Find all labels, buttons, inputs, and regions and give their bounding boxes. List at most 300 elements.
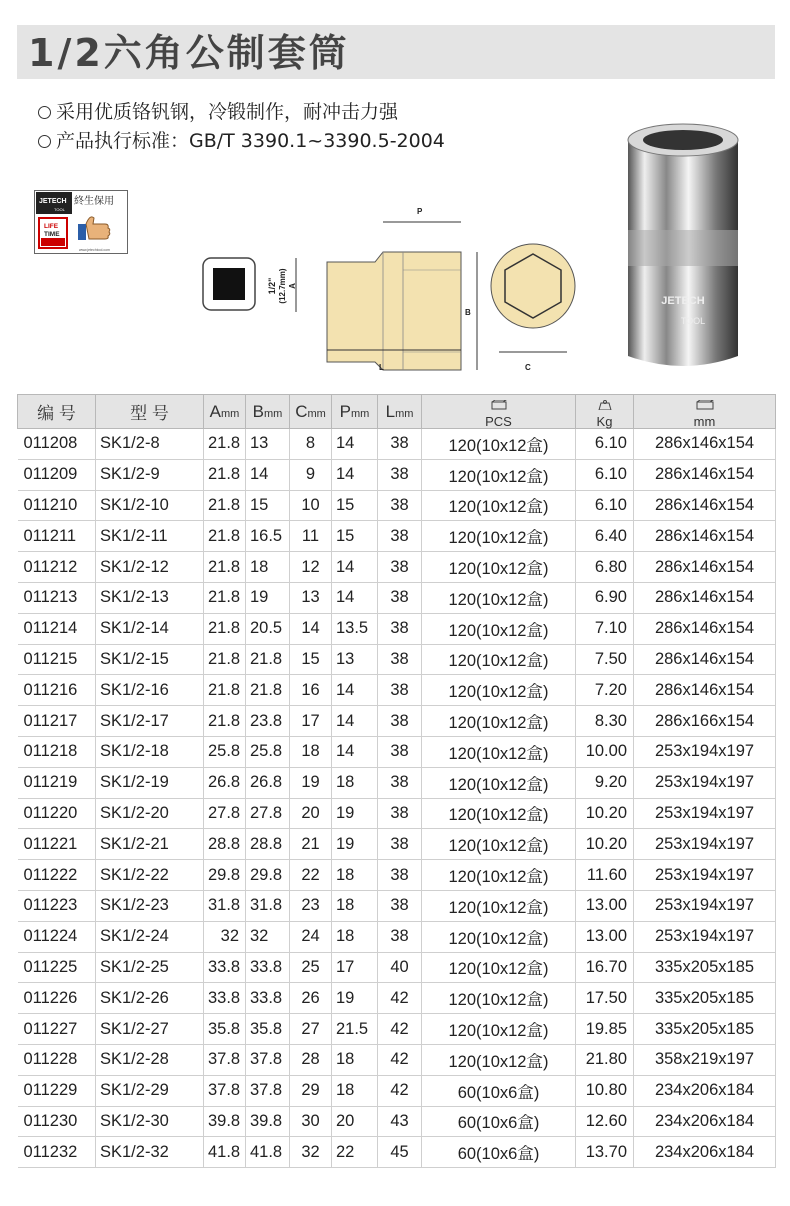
table-row [18,521,776,552]
cell-kg: 7.10 [576,613,634,644]
cell-b: 29.8 [246,860,290,891]
table-row [18,952,776,983]
cell-c: 32 [290,1137,332,1168]
cell-code: 011225 [18,952,96,983]
cell-code: 011216 [18,675,96,706]
cell-c: 24 [290,921,332,952]
cell-p: 18 [332,860,378,891]
dim-b-label: B [465,308,471,317]
cell-p: 14 [332,429,378,460]
cell-kg: 16.70 [576,952,634,983]
cell-kg: 10.20 [576,829,634,860]
table-row [18,983,776,1014]
cell-pcs: 120(10x12盒) [422,1014,576,1045]
header-b: Bmm [246,395,290,429]
cell-box-size: 253x194x197 [634,798,776,829]
cell-pcs: 120(10x12盒) [422,890,576,921]
cell-p: 15 [332,490,378,521]
cell-a: 32 [204,921,246,952]
dim-p-label: P [417,207,423,216]
cell-a: 33.8 [204,952,246,983]
header-code: 编 号 [18,395,96,429]
cell-l: 42 [378,1075,422,1106]
cell-pcs: 120(10x12盒) [422,767,576,798]
cell-kg: 12.60 [576,1106,634,1137]
cell-a: 21.8 [204,521,246,552]
cell-code: 011208 [18,429,96,460]
cell-model: SK1/2-24 [96,921,204,952]
table-row [18,582,776,613]
cell-code: 011226 [18,983,96,1014]
cell-code: 011230 [18,1106,96,1137]
cell-code: 011212 [18,552,96,583]
cell-c: 27 [290,1014,332,1045]
cell-l: 38 [378,767,422,798]
cell-kg: 6.10 [576,429,634,460]
cell-model: SK1/2-23 [96,890,204,921]
cell-c: 16 [290,675,332,706]
cell-code: 011232 [18,1137,96,1168]
cell-b: 20.5 [246,613,290,644]
badge-time: TIME [44,231,60,238]
cell-l: 38 [378,736,422,767]
badge-brand: JETECH [39,198,67,205]
table-row [18,706,776,737]
cell-box-size: 234x206x184 [634,1137,776,1168]
cell-kg: 13.00 [576,921,634,952]
cell-p: 14 [332,459,378,490]
cell-box-size: 335x205x185 [634,952,776,983]
cell-a: 21.8 [204,644,246,675]
cell-code: 011211 [18,521,96,552]
cell-l: 38 [378,798,422,829]
cell-pcs: 120(10x12盒) [422,490,576,521]
cell-box-size: 286x146x154 [634,490,776,521]
cell-c: 28 [290,1044,332,1075]
cell-p: 19 [332,798,378,829]
bullet-circle-icon [38,135,51,148]
cell-box-size: 234x206x184 [634,1106,776,1137]
photo-brand: JETECH [661,295,705,307]
cell-pcs: 120(10x12盒) [422,921,576,952]
cell-c: 19 [290,767,332,798]
cell-box-size: 358x219x197 [634,1044,776,1075]
cell-model: SK1/2-10 [96,490,204,521]
table-row [18,1044,776,1075]
page-title: 1/2六角公制套筒 [28,31,350,75]
table-row [18,429,776,460]
cell-box-size: 253x194x197 [634,736,776,767]
cell-l: 38 [378,613,422,644]
cell-kg: 7.50 [576,644,634,675]
table-row [18,1014,776,1045]
socket-product-photo [608,118,758,376]
cell-c: 21 [290,829,332,860]
cell-c: 18 [290,736,332,767]
cell-a: 21.8 [204,552,246,583]
cell-pcs: 120(10x12盒) [422,983,576,1014]
cell-code: 011209 [18,459,96,490]
cell-l: 38 [378,521,422,552]
table-row [18,921,776,952]
cell-kg: 9.20 [576,767,634,798]
cell-l: 38 [378,552,422,583]
cell-box-size: 253x194x197 [634,829,776,860]
cell-b: 32 [246,921,290,952]
cell-p: 14 [332,582,378,613]
cell-a: 21.8 [204,613,246,644]
cell-pcs: 120(10x12盒) [422,552,576,583]
cell-p: 18 [332,890,378,921]
table-row [18,1106,776,1137]
cell-p: 19 [332,983,378,1014]
cell-l: 38 [378,890,422,921]
cell-p: 14 [332,552,378,583]
cell-l: 38 [378,675,422,706]
square-drive-hole [213,268,245,300]
cell-l: 42 [378,1014,422,1045]
cell-l: 38 [378,459,422,490]
cell-kg: 6.10 [576,490,634,521]
cell-box-size: 286x146x154 [634,675,776,706]
cell-a: 29.8 [204,860,246,891]
cell-l: 40 [378,952,422,983]
cell-a: 21.8 [204,429,246,460]
cell-l: 45 [378,1137,422,1168]
table-row [18,552,776,583]
table-row [18,767,776,798]
table-row [18,736,776,767]
table-row [18,490,776,521]
cell-code: 011224 [18,921,96,952]
cell-code: 011213 [18,582,96,613]
cell-code: 011218 [18,736,96,767]
cell-b: 25.8 [246,736,290,767]
cell-b: 26.8 [246,767,290,798]
cell-l: 38 [378,644,422,675]
photo-brand-sub: TOOL [680,316,706,326]
cell-code: 011223 [18,890,96,921]
feature-list [38,98,445,156]
cell-kg: 13.00 [576,890,634,921]
cell-kg: 17.50 [576,983,634,1014]
cell-pcs: 120(10x12盒) [422,675,576,706]
cell-p: 13 [332,644,378,675]
cell-model: SK1/2-28 [96,1044,204,1075]
cell-code: 011227 [18,1014,96,1045]
cell-model: SK1/2-21 [96,829,204,860]
feature-text: 产品执行标准：GB/T 3390.1~3390.5-2004 [56,130,445,152]
cell-model: SK1/2-27 [96,1014,204,1045]
cell-l: 43 [378,1106,422,1137]
cell-kg: 7.20 [576,675,634,706]
cell-a: 21.8 [204,582,246,613]
cell-l: 38 [378,860,422,891]
cell-b: 21.8 [246,675,290,706]
cell-model: SK1/2-30 [96,1106,204,1137]
cell-a: 37.8 [204,1044,246,1075]
cell-box-size: 335x205x185 [634,983,776,1014]
table-row [18,644,776,675]
cell-b: 14 [246,459,290,490]
cell-b: 28.8 [246,829,290,860]
cell-kg: 19.85 [576,1014,634,1045]
cell-a: 26.8 [204,767,246,798]
lifetime-warranty-badge [34,190,128,254]
cell-l: 38 [378,829,422,860]
cell-a: 37.8 [204,1075,246,1106]
socket-dimension-diagram [195,200,595,380]
cell-model: SK1/2-8 [96,429,204,460]
cell-model: SK1/2-29 [96,1075,204,1106]
cell-a: 25.8 [204,736,246,767]
bullet-circle-icon [38,106,51,119]
cell-c: 12 [290,552,332,583]
table-row [18,613,776,644]
cell-model: SK1/2-12 [96,552,204,583]
cell-code: 011214 [18,613,96,644]
cell-a: 41.8 [204,1137,246,1168]
cell-p: 17 [332,952,378,983]
cell-pcs: 120(10x12盒) [422,459,576,490]
cell-code: 011229 [18,1075,96,1106]
cell-model: SK1/2-18 [96,736,204,767]
cell-p: 18 [332,921,378,952]
table-row [18,798,776,829]
cell-model: SK1/2-22 [96,860,204,891]
cell-c: 13 [290,582,332,613]
cell-model: SK1/2-11 [96,521,204,552]
knurled-band [628,230,738,266]
cell-pcs: 120(10x12盒) [422,644,576,675]
cell-p: 18 [332,1044,378,1075]
socket-end-view [491,244,575,328]
socket-opening [643,130,723,150]
cell-a: 21.8 [204,490,246,521]
cell-c: 14 [290,613,332,644]
cell-model: SK1/2-16 [96,675,204,706]
cell-pcs: 120(10x12盒) [422,429,576,460]
table-row [18,890,776,921]
cell-pcs: 120(10x12盒) [422,829,576,860]
header-box-size: mm [634,395,776,429]
cell-c: 22 [290,860,332,891]
cell-pcs: 120(10x12盒) [422,736,576,767]
cell-code: 011217 [18,706,96,737]
cell-p: 15 [332,521,378,552]
badge-slogan: 終生保用 [74,196,114,207]
header-kg: Kg [576,395,634,429]
cell-pcs: 120(10x12盒) [422,860,576,891]
cell-b: 33.8 [246,952,290,983]
cell-c: 17 [290,706,332,737]
cell-a: 27.8 [204,798,246,829]
cell-a: 21.8 [204,675,246,706]
cell-c: 10 [290,490,332,521]
cell-c: 9 [290,459,332,490]
cell-c: 26 [290,983,332,1014]
cell-b: 33.8 [246,983,290,1014]
cell-a: 28.8 [204,829,246,860]
drive-size-mm: (12.7mm) [278,268,287,304]
cell-p: 14 [332,736,378,767]
cell-l: 38 [378,921,422,952]
cell-b: 13 [246,429,290,460]
feature-item [38,127,445,156]
table-header-row [18,395,776,429]
cell-b: 15 [246,490,290,521]
cell-p: 14 [332,706,378,737]
dim-c-label: C [525,363,531,372]
table-row [18,1137,776,1168]
cell-p: 18 [332,767,378,798]
cell-box-size: 253x194x197 [634,860,776,891]
cell-pcs: 60(10x6盒) [422,1106,576,1137]
table-row [18,860,776,891]
cell-kg: 6.80 [576,552,634,583]
cell-pcs: 120(10x12盒) [422,521,576,552]
cell-box-size: 234x206x184 [634,1075,776,1106]
cell-l: 38 [378,582,422,613]
cell-kg: 11.60 [576,860,634,891]
cell-box-size: 286x146x154 [634,459,776,490]
cell-a: 35.8 [204,1014,246,1045]
cell-code: 011221 [18,829,96,860]
cell-box-size: 253x194x197 [634,890,776,921]
cell-pcs: 120(10x12盒) [422,1044,576,1075]
feature-text: 采用优质铬钒钢，冷锻制作，耐冲击力强 [56,101,399,123]
cell-box-size: 286x146x154 [634,582,776,613]
cell-a: 21.8 [204,459,246,490]
cell-pcs: 120(10x12盒) [422,706,576,737]
cell-b: 21.8 [246,644,290,675]
cell-p: 20 [332,1106,378,1137]
cell-box-size: 286x146x154 [634,613,776,644]
header-model: 型 号 [96,395,204,429]
drive-size-label: 1/2" [267,277,277,295]
cell-pcs: 120(10x12盒) [422,582,576,613]
cell-code: 011210 [18,490,96,521]
cell-p: 13.5 [332,613,378,644]
cell-box-size: 335x205x185 [634,1014,776,1045]
cell-b: 37.8 [246,1044,290,1075]
cell-box-size: 286x166x154 [634,706,776,737]
header-a: Amm [204,395,246,429]
cell-b: 19 [246,582,290,613]
table-row [18,459,776,490]
cell-code: 011215 [18,644,96,675]
cell-b: 39.8 [246,1106,290,1137]
box-icon [491,400,507,410]
cell-c: 11 [290,521,332,552]
cell-l: 38 [378,706,422,737]
cell-pcs: 120(10x12盒) [422,952,576,983]
cell-model: SK1/2-17 [96,706,204,737]
dim-a-label: A [288,283,297,289]
cell-model: SK1/2-26 [96,983,204,1014]
cell-c: 23 [290,890,332,921]
weight-icon [598,400,612,410]
cell-kg: 10.80 [576,1075,634,1106]
cell-kg: 13.70 [576,1137,634,1168]
cell-pcs: 120(10x12盒) [422,613,576,644]
cell-p: 22 [332,1137,378,1168]
cell-p: 21.5 [332,1014,378,1045]
cell-a: 31.8 [204,890,246,921]
cell-b: 23.8 [246,706,290,737]
cell-box-size: 286x146x154 [634,521,776,552]
table-row [18,1075,776,1106]
cell-l: 38 [378,429,422,460]
cell-kg: 6.40 [576,521,634,552]
cell-c: 29 [290,1075,332,1106]
cell-c: 8 [290,429,332,460]
badge-brand-sub: TOOL [54,207,65,212]
feature-item [38,98,445,127]
cell-model: SK1/2-13 [96,582,204,613]
cell-c: 25 [290,952,332,983]
cell-model: SK1/2-25 [96,952,204,983]
header-p: Pmm [332,395,378,429]
carton-icon [696,400,714,410]
cell-box-size: 286x146x154 [634,552,776,583]
header-pcs: PCS [422,395,576,429]
cell-b: 27.8 [246,798,290,829]
badge-life: LIFE [44,223,59,230]
cell-pcs: 120(10x12盒) [422,798,576,829]
cell-model: SK1/2-9 [96,459,204,490]
badge-url: www.jetechtool.com [79,248,110,252]
cell-b: 35.8 [246,1014,290,1045]
cell-model: SK1/2-19 [96,767,204,798]
cell-b: 18 [246,552,290,583]
cell-box-size: 253x194x197 [634,767,776,798]
table-row [18,829,776,860]
cell-l: 38 [378,490,422,521]
cell-a: 39.8 [204,1106,246,1137]
cell-pcs: 60(10x6盒) [422,1137,576,1168]
cell-kg: 8.30 [576,706,634,737]
header-l: Lmm [378,395,422,429]
cell-kg: 21.80 [576,1044,634,1075]
cell-code: 011220 [18,798,96,829]
cell-box-size: 286x146x154 [634,429,776,460]
cell-kg: 6.90 [576,582,634,613]
cell-c: 30 [290,1106,332,1137]
cell-p: 18 [332,1075,378,1106]
cell-a: 33.8 [204,983,246,1014]
cell-pcs: 60(10x6盒) [422,1075,576,1106]
cell-model: SK1/2-15 [96,644,204,675]
cell-code: 011219 [18,767,96,798]
cell-p: 14 [332,675,378,706]
cell-model: SK1/2-20 [96,798,204,829]
cell-l: 42 [378,1044,422,1075]
cell-l: 42 [378,983,422,1014]
cell-model: SK1/2-32 [96,1137,204,1168]
cell-model: SK1/2-14 [96,613,204,644]
cell-p: 19 [332,829,378,860]
cell-kg: 10.00 [576,736,634,767]
cell-code: 011228 [18,1044,96,1075]
cell-b: 31.8 [246,890,290,921]
spec-table [17,394,776,1168]
cell-c: 20 [290,798,332,829]
cell-kg: 10.20 [576,798,634,829]
dim-l-label: L [379,363,384,372]
cell-a: 21.8 [204,706,246,737]
cell-code: 011222 [18,860,96,891]
